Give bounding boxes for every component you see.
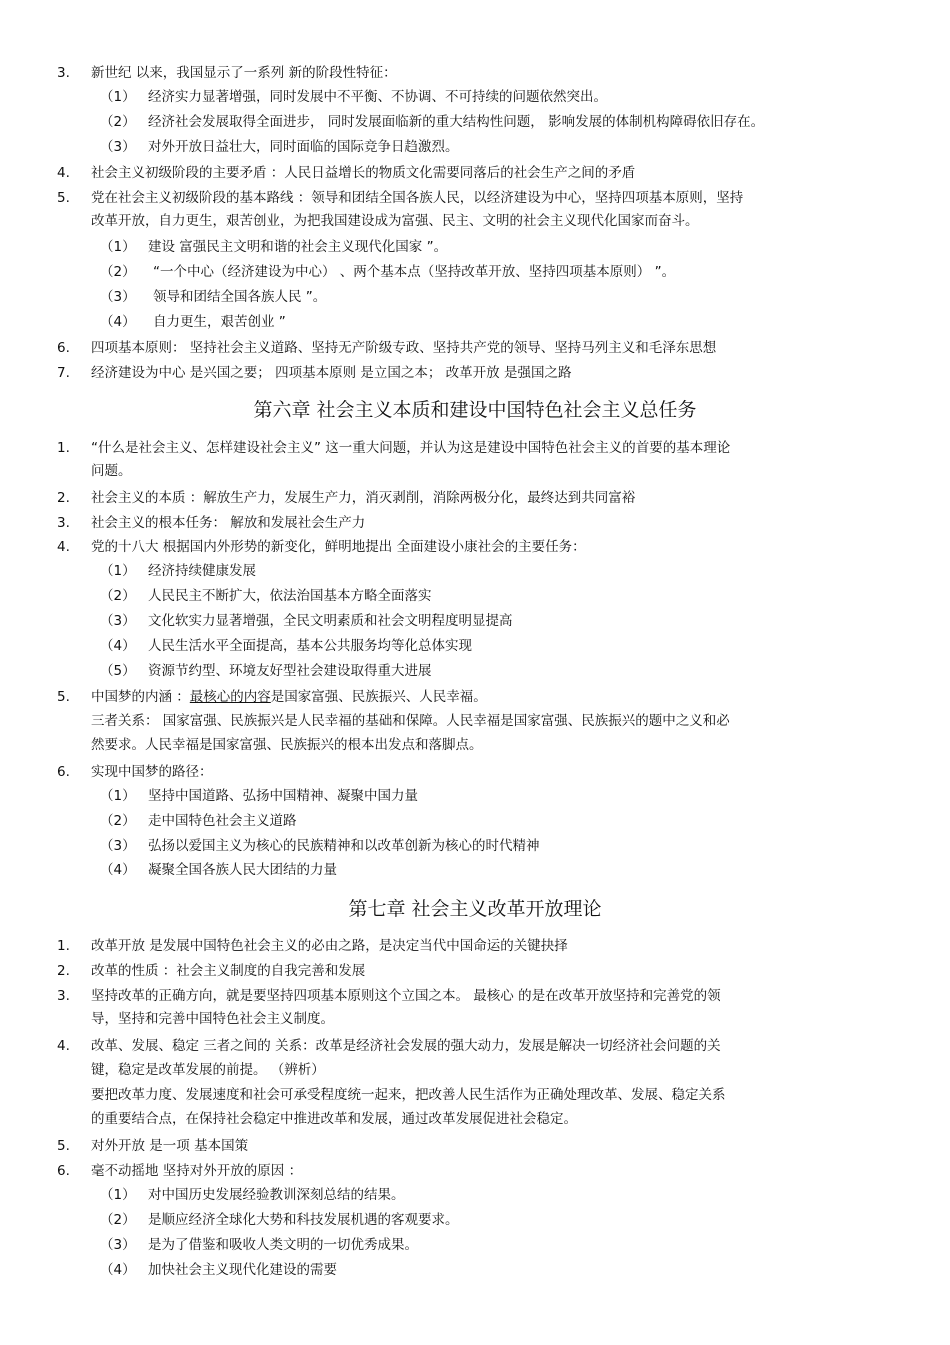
sub-text: 领导和团结全国各族人民 ”。: [153, 289, 327, 305]
item-text: 改革开放 是发展中国特色社会主义的必由之路，是决定当代中国命运的关键抉择: [91, 938, 568, 954]
item-text-continued: 改革开放，自力更生，艰苦创业，为把我国建设成为富强、民主、文明的社会主义现代化国家而奋斗。: [91, 213, 699, 229]
item-text: 社会主义的根本任务： 解放和发展社会生产力: [91, 515, 366, 531]
item-number: 6.: [57, 1163, 70, 1179]
sub-text: 对外开放日益壮大，同时面临的国际竞争日趋激烈。: [148, 139, 459, 155]
sub-number: （2）: [100, 114, 136, 130]
item-number: 3.: [57, 65, 70, 81]
sub-number: （2）: [100, 1212, 136, 1228]
sub-number: （4）: [100, 638, 136, 654]
item-number: 1.: [57, 440, 70, 456]
sub-number: （1）: [100, 89, 136, 105]
item-text-continued: 的重要结合点，在保持社会稳定中推进改革和发展，通过改革发展促进社会稳定。: [91, 1111, 577, 1127]
sub-text: 坚持中国道路、弘扬中国精神、凝聚中国力量: [148, 788, 418, 804]
sub-text: 经济实力显著增强，同时发展中不平衡、不协调、不可持续的问题依然突出。: [148, 89, 607, 105]
sub-text: 经济社会发展取得全面进步， 同时发展面临新的重大结构性问题， 影响发展的体制机构障碍依旧存在。: [148, 114, 765, 130]
sub-number: （4）: [100, 1262, 136, 1278]
item-text: 毫不动摇地 坚持对外开放的原因 ：: [91, 1163, 303, 1179]
chapter-7-heading: 第七章 社会主义改革开放理论: [348, 898, 602, 920]
sub-text: 凝聚全国各族人民大团结的力量: [148, 862, 337, 878]
item-text-continued: 三者关系： 国家富强、民族振兴是人民幸福的基础和保障。人民幸福是国家富强、民族振兴的题中之义和必: [91, 713, 730, 729]
chapter-6-heading: 第六章 社会主义本质和建设中国特色社会主义总任务: [253, 399, 697, 421]
sub-text: 对中国历史发展经验教训深刻总结的结果。: [148, 1187, 405, 1203]
item-text: 对外开放 是一项 基本国策: [91, 1138, 249, 1154]
item-number: 2.: [57, 963, 70, 979]
item-text: [91, 688, 487, 706]
sub-number: （1）: [100, 563, 136, 579]
item-text: 社会主义初级阶段的主要矛盾 ：人民日益增长的物质文化需要同落后的社会生产之间的矛盾: [91, 165, 636, 181]
sub-text: 弘扬以爱国主义为核心的民族精神和以改革创新为核心的时代精神: [148, 838, 540, 854]
sub-number: （3）: [100, 613, 136, 629]
item-number: 7.: [57, 365, 70, 381]
item-text: 实现中国梦的路径：: [91, 764, 213, 780]
item-text: “什么是社会主义、怎样建设社会主义” 这一重大问题，并认为这是建设中国特色社会主义的首要的基本理论: [91, 440, 731, 456]
item-text: 新世纪 以来，我国显示了一系列 新的阶段性特征：: [91, 65, 397, 81]
item-number: 5.: [57, 1138, 70, 1154]
item-text-continued: 键，稳定是改革发展的前提。 （辨析）: [91, 1062, 325, 1078]
sub-number: （2）: [100, 264, 136, 280]
sub-text: 是为了借鉴和吸收人类文明的一切优秀成果。: [148, 1237, 418, 1253]
item-number: 1.: [57, 938, 70, 954]
sub-number: （3）: [100, 289, 136, 305]
sub-text: 经济持续健康发展: [148, 563, 256, 579]
sub-text: 走中国特色社会主义道路: [148, 813, 297, 829]
sub-number: （2）: [100, 588, 136, 604]
item-number: 4.: [57, 165, 70, 181]
item-text: 改革的性质 ：社会主义制度的自我完善和发展: [91, 963, 366, 979]
sub-text: 加快社会主义现代化建设的需要: [148, 1262, 337, 1278]
item-number: 6.: [57, 340, 70, 356]
sub-text: 建设 富强民主文明和谐的社会主义现代化国家 ”。: [148, 239, 448, 255]
item-text-continued: 问题。: [91, 463, 132, 479]
item-text-prefix: 中国梦的内涵 ：: [91, 689, 190, 705]
item-number: 5.: [57, 689, 70, 705]
item-text-continued: 然要求。人民幸福是国家富强、民族振兴的根本出发点和落脚点。: [91, 737, 483, 753]
item-number: 6.: [57, 764, 70, 780]
item-text: 党的十八大 根据国内外形势的新变化，鲜明地提出 全面建设小康社会的主要任务：: [91, 539, 586, 555]
sub-number: （5）: [100, 663, 136, 679]
item-text: 坚持改革的正确方向，就是要坚持四项基本原则这个立国之本。 最核心 的是在改革开放坚持和完善党的领: [91, 988, 721, 1004]
sub-text: 文化软实力显著增强，全民文明素质和社会文明程度明显提高: [148, 613, 513, 629]
sub-number: （3）: [100, 1237, 136, 1253]
sub-number: （3）: [100, 838, 136, 854]
sub-text: 人民生活水平全面提高，基本公共服务均等化总体实现: [148, 638, 472, 654]
item-text: 改革、发展、稳定 三者之间的 关系：改革是经济社会发展的强大动力，发展是解决一切经济社会问题的关: [91, 1038, 721, 1054]
item-number: 5.: [57, 190, 70, 206]
item-number: 4.: [57, 539, 70, 555]
sub-text: 资源节约型、环境友好型社会建设取得重大进展: [148, 663, 432, 679]
sub-number: （4）: [100, 314, 136, 330]
item-text: 经济建设为中心 是兴国之要； 四项基本原则 是立国之本； 改革开放 是强国之路: [91, 365, 572, 381]
sub-text: 人民民主不断扩大，依法治国基本方略全面落实: [148, 588, 432, 604]
sub-number: （4）: [100, 862, 136, 878]
sub-number: （1）: [100, 239, 136, 255]
item-text: 社会主义的本质 ：解放生产力，发展生产力，消灭剥削，消除两极分化，最终达到共同富裕: [91, 490, 636, 506]
item-text-continued: 要把改革力度、发展速度和社会可承受程度统一起来，把改善人民生活作为正确处理改革、发展、稳定关系: [91, 1087, 726, 1103]
item-text-continued: 导，坚持和完善中国特色社会主义制度。: [91, 1011, 334, 1027]
item-text-suffix: 是国家富强、民族振兴、人民幸福。: [270, 689, 487, 705]
sub-number: （1）: [100, 788, 136, 804]
item-text: 党在社会主义初级阶段的基本路线 ：领导和团结全国各族人民，以经济建设为中心，坚持四项基本原则，坚持: [91, 190, 744, 206]
item-text: 四项基本原则： 坚持社会主义道路、坚持无产阶级专政、坚持共产党的领导、坚持马列主义和毛泽东思想: [91, 340, 717, 356]
item-number: 4.: [57, 1038, 70, 1054]
sub-text: 自力更生，艰苦创业 ”: [153, 314, 286, 330]
item-number: 3.: [57, 988, 70, 1004]
sub-number: （2）: [100, 813, 136, 829]
sub-number: （3）: [100, 139, 136, 155]
sub-number: （1）: [100, 1187, 136, 1203]
sub-text: “一个中心（经济建设为中心） 、两个基本点（坚持改革开放、坚持四项基本原则） ”。: [153, 264, 676, 280]
item-number: 3.: [57, 515, 70, 531]
item-number: 2.: [57, 490, 70, 506]
underlined-phrase: 最核心的内容: [189, 689, 271, 705]
sub-text: 是顺应经济全球化大势和科技发展机遇的客观要求。: [148, 1212, 459, 1228]
